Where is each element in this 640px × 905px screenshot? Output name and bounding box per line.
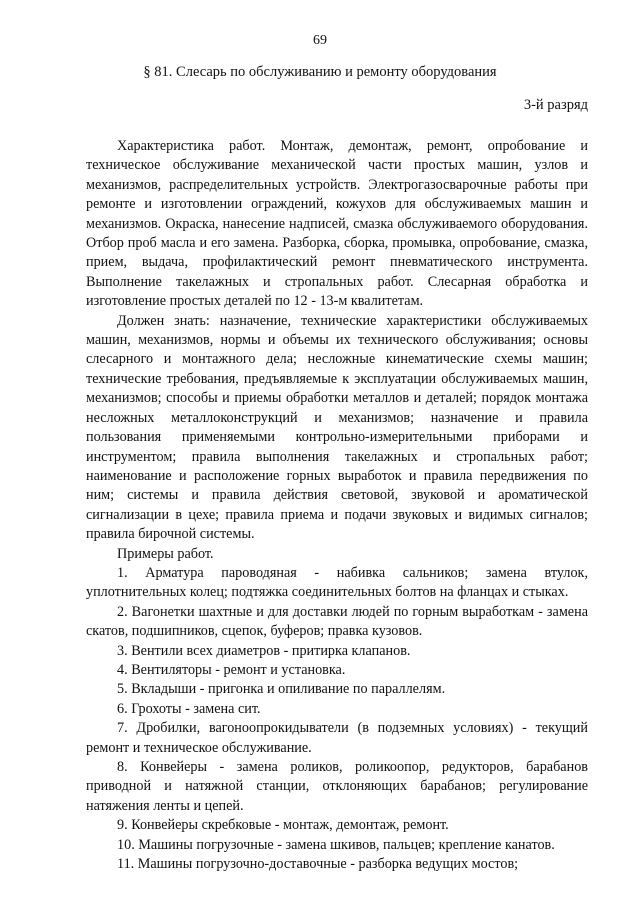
page-number: 69 (313, 33, 327, 48)
work-example-item: 1. Арматура пароводяная - набивка сальников; замена втулок, уплотнительных колец; подтяжка соединительных болтов на фланцах и стыках. (86, 564, 588, 601)
work-example-item: 8. Конвейеры - замена роликов, роликоопор, редукторов, барабанов приводной и натяжной станции, отклоняющих барабанов; регулирование натяжения ленты и цепей. (86, 759, 588, 814)
work-example-item: 9. Конвейеры скребковые - монтаж, демонтаж, ремонт. (117, 817, 449, 834)
work-example-item: 3. Вентили всех диаметров - притирка клапанов. (117, 642, 411, 659)
must-know-paragraph: Должен знать: назначение, технические характеристики обслуживаемых машин, механизмов, нормы и объемы их технического обслуживания; основы слесарного и монтажного дела; несложные кинематические схемы машин; технические требования, предъявляемые к эксплуатации обслуживаемых машин, механизмов; способы и приемы обработки металлов и деталей; порядок монтажа несложных металлоконструкций и механизмов; назначение и правила пользования применяемыми контрольно-измерительными приборами и инструментом; правила выполнения такелажных и стропальных работ; наименование и расположение горных выработок и правила передвижения по ним; системы и правила действия световой, звуковой и ароматической сигнализации в цехе; правила приема и подачи звуковых и видимых сигналов; правила бирочной системы. (86, 312, 588, 543)
document-body (86, 137, 588, 874)
work-example-item: 6. Грохоты - замена сит. (117, 700, 261, 717)
section-title: § 81. Слесарь по обслуживанию и ремонту оборудования (143, 64, 497, 80)
grade-label: 3-й разряд (523, 97, 588, 113)
work-example-item: 5. Вкладыши - пригонка и опиливание по параллелям. (117, 681, 446, 698)
work-example-item: 2. Вагонетки шахтные и для доставки людей по горным выработкам - замена скатов, подшипников, сцепок, буферов; правка кузовов. (86, 603, 588, 640)
work-example-item: 10. Машины погрузочные - замена шкивов, пальцев; крепление канатов. (117, 836, 555, 853)
work-characteristics-paragraph: Характеристика работ. Монтаж, демонтаж, ремонт, опробование и техническое обслуживание механической части простых машин, узлов и механизмов, распределительных устройств. Электрогазосварочные работы при ремонте и изготовлении ограждений, кожухов для обслуживаемых машин и механизмов. Окраска, нанесение надписей, смазка обслуживаемого оборудования. Отбор проб масла и его замена. Разборка, сборка, промывка, опробование, смазка, прием, выдача, профилактический ремонт пневматического инструмента. Выполнение такелажных и стропальных работ. Слесарная обработка и изготовление простых деталей по 12 - 13-м квалитетам. (86, 138, 588, 310)
work-examples-heading: Примеры работ. (117, 545, 214, 562)
work-example-item: 7. Дробилки, вагоноопрокидыватели (в подземных условиях) - текущий ремонт и техническое обслуживание. (86, 720, 588, 756)
work-example-item: 4. Вентиляторы - ремонт и установка. (117, 661, 346, 678)
work-example-item: 11. Машины погрузочно-доставочные - разборка ведущих мостов; (117, 856, 519, 873)
